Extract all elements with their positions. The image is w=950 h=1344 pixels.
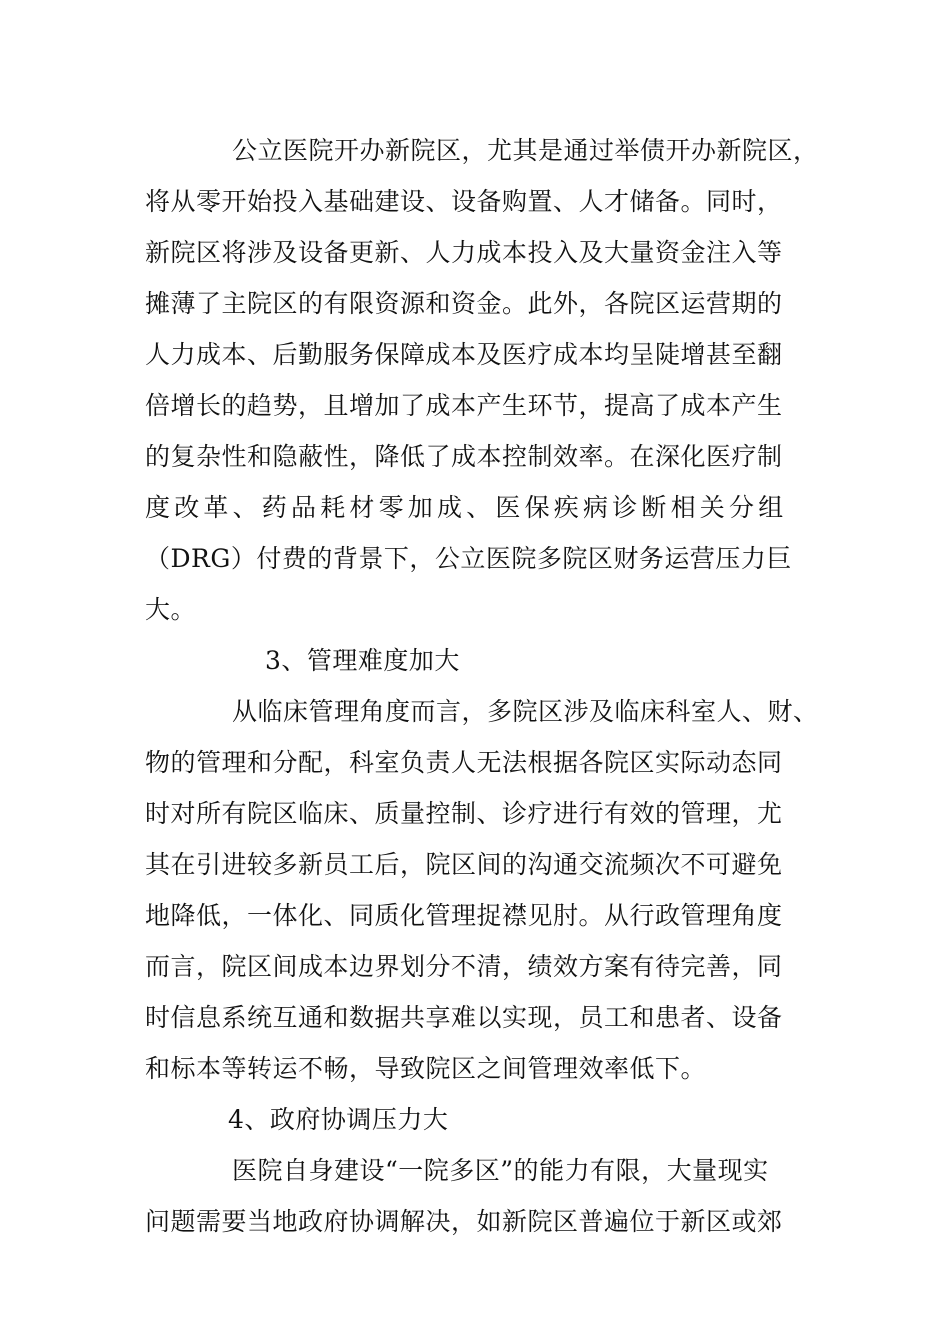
- paragraph-line: 地降低，一体化、同质化管理捉襟见肘。从行政管理角度: [145, 901, 783, 930]
- paragraph-line: 时信息系统互通和数据共享难以实现，员工和患者、设备: [145, 1003, 783, 1032]
- paragraph-line: 新院区将涉及设备更新、人力成本投入及大量资金注入等: [145, 238, 783, 267]
- paragraph-line: 公立医院开办新院区，尤其是通过举债开办新院区，: [232, 136, 819, 165]
- paragraph-line: 从临床管理角度而言，多院区涉及临床科室人、财、: [232, 697, 819, 726]
- paragraph-line: 将从零开始投入基础建设、设备购置、人才储备。同时，: [145, 187, 783, 216]
- paragraph-line: 其在引进较多新员工后，院区间的沟通交流频次不可避免: [145, 850, 783, 879]
- paragraph-line: 而言，院区间成本边界划分不清，绩效方案有待完善，同: [145, 952, 783, 981]
- paragraph-line: 倍增长的趋势，且增加了成本产生环节，提高了成本产生: [145, 391, 783, 420]
- paragraph-line: 时对所有院区临床、质量控制、诊疗进行有效的管理，尤: [145, 799, 783, 828]
- paragraph-line: 度改革、药品耗材零加成、医保疾病诊断相关分组: [145, 493, 788, 522]
- section-heading: 3、管理难度加大: [265, 646, 460, 675]
- paragraph-line: 人力成本、后勤服务保障成本及医疗成本均呈陡增甚至翻: [145, 340, 783, 369]
- paragraph-line: 摊薄了主院区的有限资源和资金。此外，各院区运营期的: [145, 289, 783, 318]
- paragraph-line: 和标本等转运不畅，导致院区之间管理效率低下。: [145, 1054, 707, 1083]
- paragraph-line: （DRG）付费的背景下，公立医院多院区财务运营压力巨: [145, 544, 792, 573]
- paragraph-line: 物的管理和分配，科室负责人无法根据各院区实际动态同: [145, 748, 783, 777]
- paragraph-line: 医院自身建设“一院多区”的能力有限，大量现实: [232, 1156, 769, 1185]
- paragraph-line: 大。: [145, 595, 197, 624]
- paragraph-line: 的复杂性和隐蔽性，降低了成本控制效率。在深化医疗制: [145, 442, 783, 471]
- section-heading: 4、政府协调压力大: [228, 1105, 449, 1134]
- paragraph-line: 问题需要当地政府协调解决，如新院区普遍位于新区或郊: [145, 1207, 783, 1236]
